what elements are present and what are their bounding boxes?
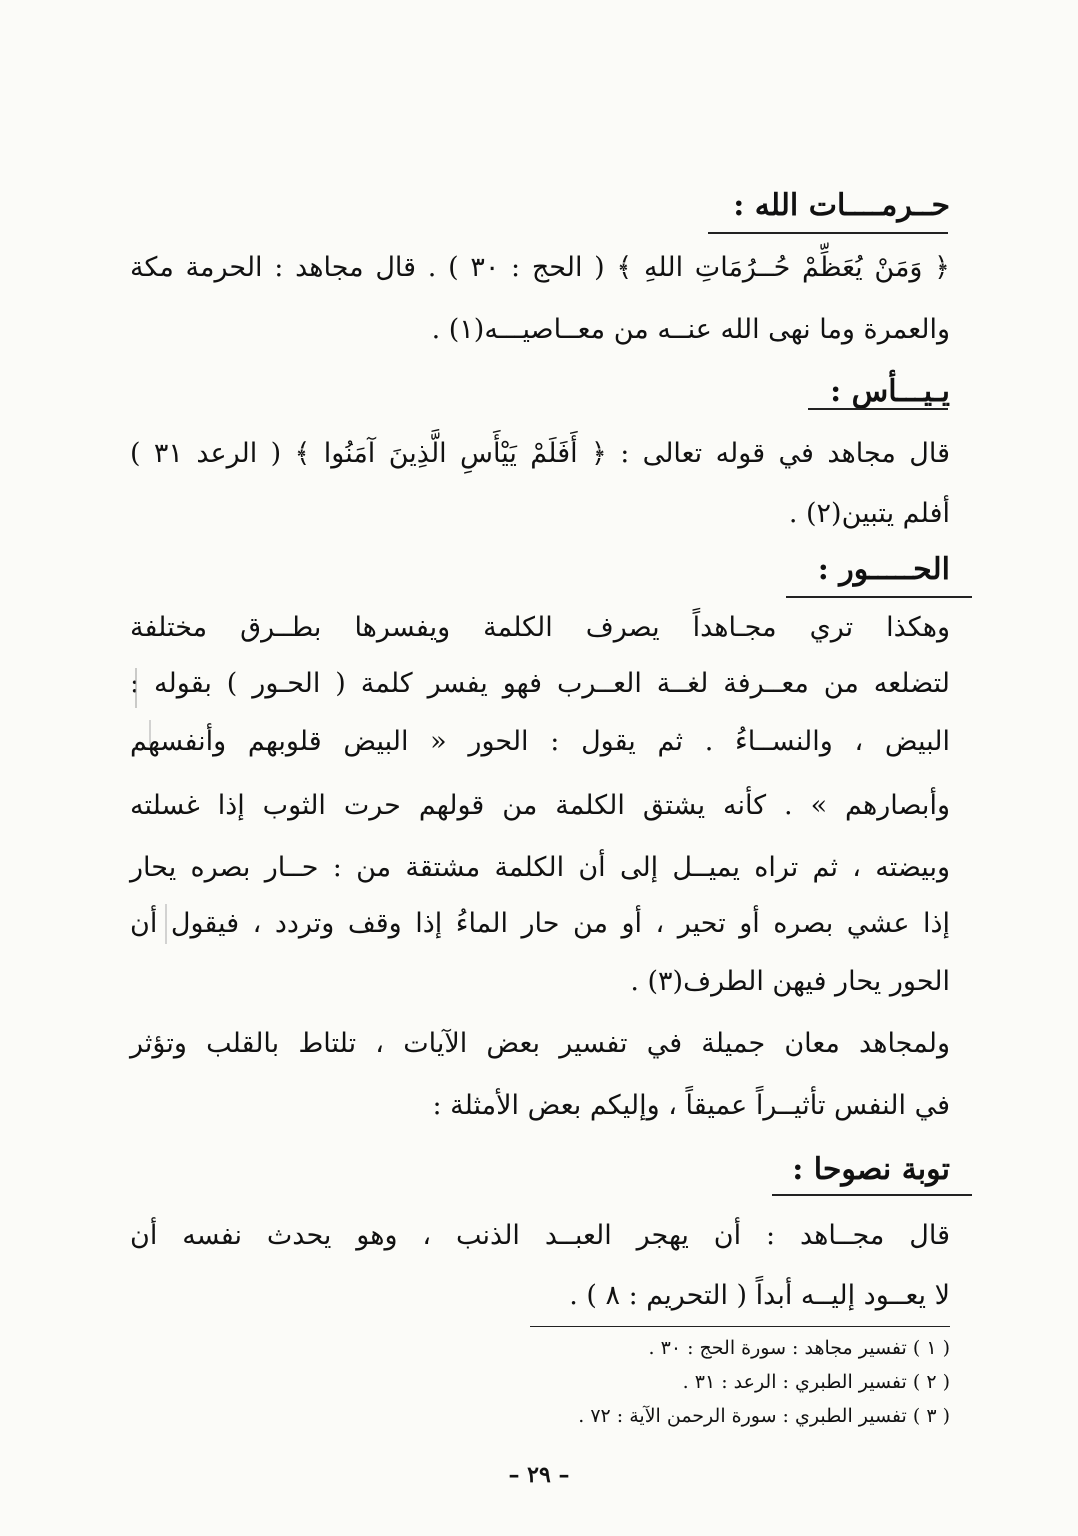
paragraph-line: لتضلعه من معــرفة لغــة العــرب فهو يفسر كلمة ( الحـور ) بقوله : <box>130 668 950 699</box>
section-heading-hurumat: حــرمــــات الله : <box>733 188 950 223</box>
footnote: ( ٣ ) تفسير الطبري : سورة الرحمن الآية : ٧٢ . <box>578 1405 950 1427</box>
paragraph-line: قال مجاهد في قوله تعالى : ﴿ أَفَلَمْ يَيْأَسِ الَّذِينَ آمَنُوا ﴾ ( الرعد ٣١ ) <box>130 438 950 469</box>
footnote: ( ٢ ) تفسير الطبري : الرعد : ٣١ . <box>682 1371 950 1393</box>
paragraph-line: والعمرة وما نهى الله عنــه من معــاصيـــه(١) . <box>431 314 950 345</box>
paragraph-line: في النفس تأثيــراً عميقاً ، وإليكم بعض الأمثلة : <box>432 1090 950 1121</box>
paragraph-line: إذا عشي بصره أو تحير ، أو من حار الماءُ إذا وقف وتردد ، فيقول أن <box>130 908 950 939</box>
paragraph-line: قال مجــاهد : أن يهجر العبــد الذنب ، وهو يحدث نفسه أن <box>130 1220 950 1251</box>
footnote: ( ١ ) تفسير مجاهد : سورة الحج : ٣٠ . <box>648 1337 950 1359</box>
section-heading-yaas: يـيـــأس : <box>830 374 950 409</box>
paragraph-line: لا يعــود إليــه أبداً ( التحريم : ٨ ) . <box>569 1280 950 1311</box>
paragraph-line: وبيضته ، ثم تراه يميــل إلى أن الكلمة مشتقة من : حــار بصره يحار <box>130 852 950 883</box>
page-number: – ٢٩ – <box>508 1462 570 1488</box>
section-heading-hawar: الحـــــور : <box>817 552 950 587</box>
paragraph-line: ولمجاهد معان جميلة في تفسير بعض الآيات ، تلتاط بالقلب وتؤثر <box>130 1028 950 1059</box>
paragraph-line: الحور يحار فيهن الطرف(٣) . <box>630 966 950 997</box>
paragraph-line: وهكذا تري مجـاهداً يصرف الكلمة ويفسرها بطــرق مختلفة <box>130 612 950 643</box>
paragraph-line: البيض ، والنســاءُ . ثم يقول : الحور « البيض قلوبهم وأنفسهم <box>130 726 950 757</box>
paragraph-line: أفلم يتبين(٢) . <box>788 498 950 529</box>
paragraph-line: ﴿ وَمَنْ يُعَظِّمْ حُــرُمَاتِ اللهِ ﴾ ( الحج : ٣٠ ) . قال مجاهد : الحرمة مكة <box>130 252 950 283</box>
section-heading-tawba: توبة نصوحا : <box>792 1152 950 1187</box>
paragraph-line: وأبصارهم » . كأنه يشتق الكلمة من قولهم حرت الثوب إذا غسلته <box>130 790 950 821</box>
